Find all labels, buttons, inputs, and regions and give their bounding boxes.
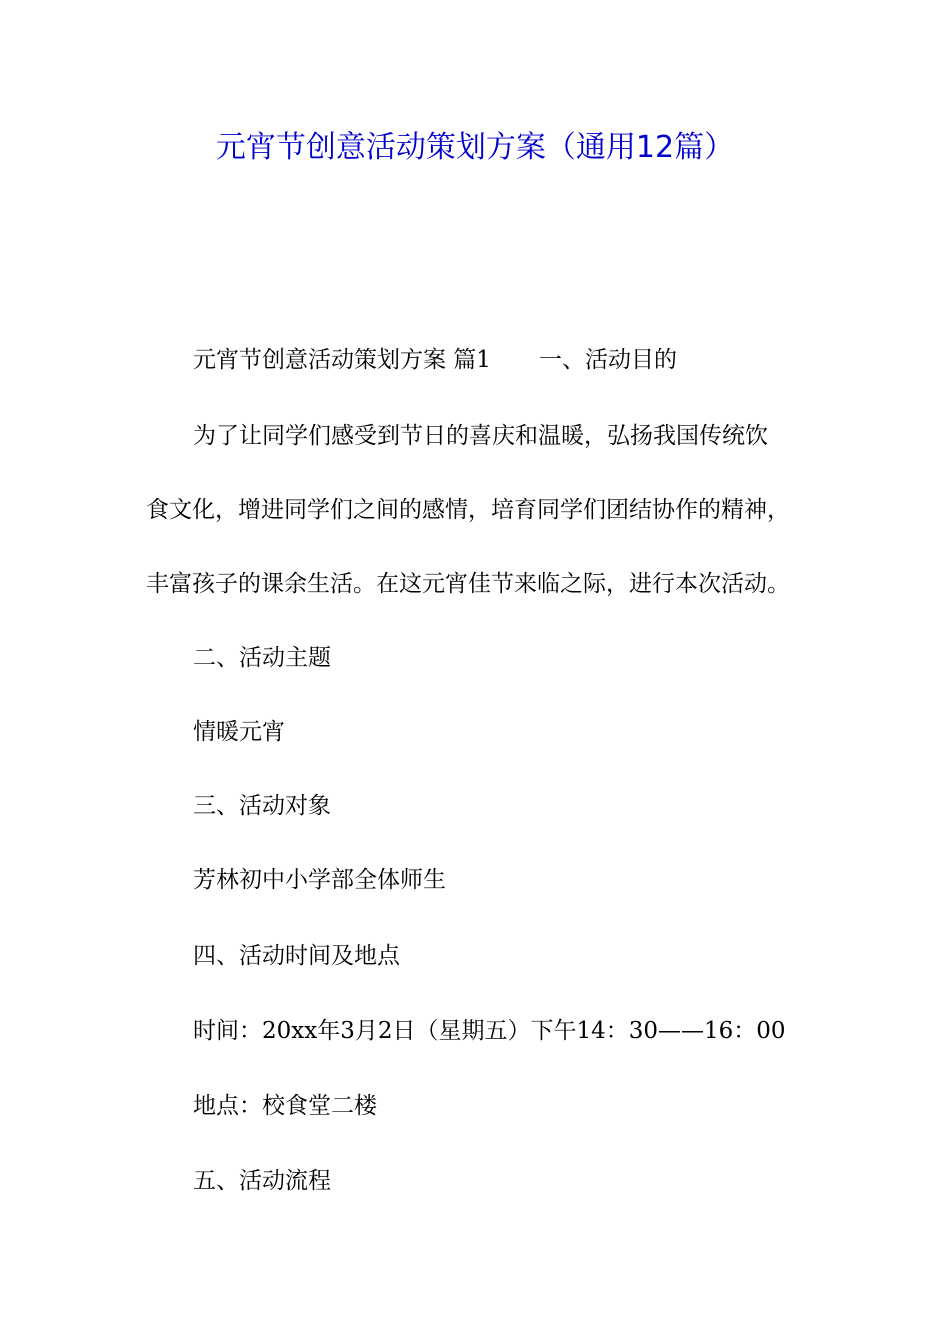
heading-time-place: 四、活动时间及地点: [193, 943, 400, 969]
theme-text: 情暖元宵: [193, 719, 285, 745]
heading-objective: 一、活动目的: [538, 347, 677, 373]
section-heading-row: [193, 344, 677, 376]
paragraph-line: 为了让同学们感受到节日的喜庆和温暖，弘扬我国传统饮: [193, 423, 768, 449]
heading-audience: 三、活动对象: [193, 793, 331, 819]
audience-text: 芳林初中小学部全体师生: [193, 867, 446, 893]
section-heading: 元宵节创意活动策划方案 篇1: [193, 347, 491, 373]
paragraph-line: 食文化，增进同学们之间的感情，培育同学们团结协作的精神，: [146, 497, 790, 523]
place-text: 地点：校食堂二楼: [193, 1093, 377, 1119]
paragraph-line: 丰富孩子的课余生活。在这元宵佳节来临之际，进行本次活动。: [146, 571, 790, 597]
document-title: 元宵节创意活动策划方案（通用12篇）: [215, 130, 735, 165]
heading-process: 五、活动流程: [193, 1168, 331, 1194]
time-text: 时间：20xx年3月2日（星期五）下午14：30——16：00: [193, 1018, 786, 1044]
heading-theme: 二、活动主题: [193, 645, 331, 671]
